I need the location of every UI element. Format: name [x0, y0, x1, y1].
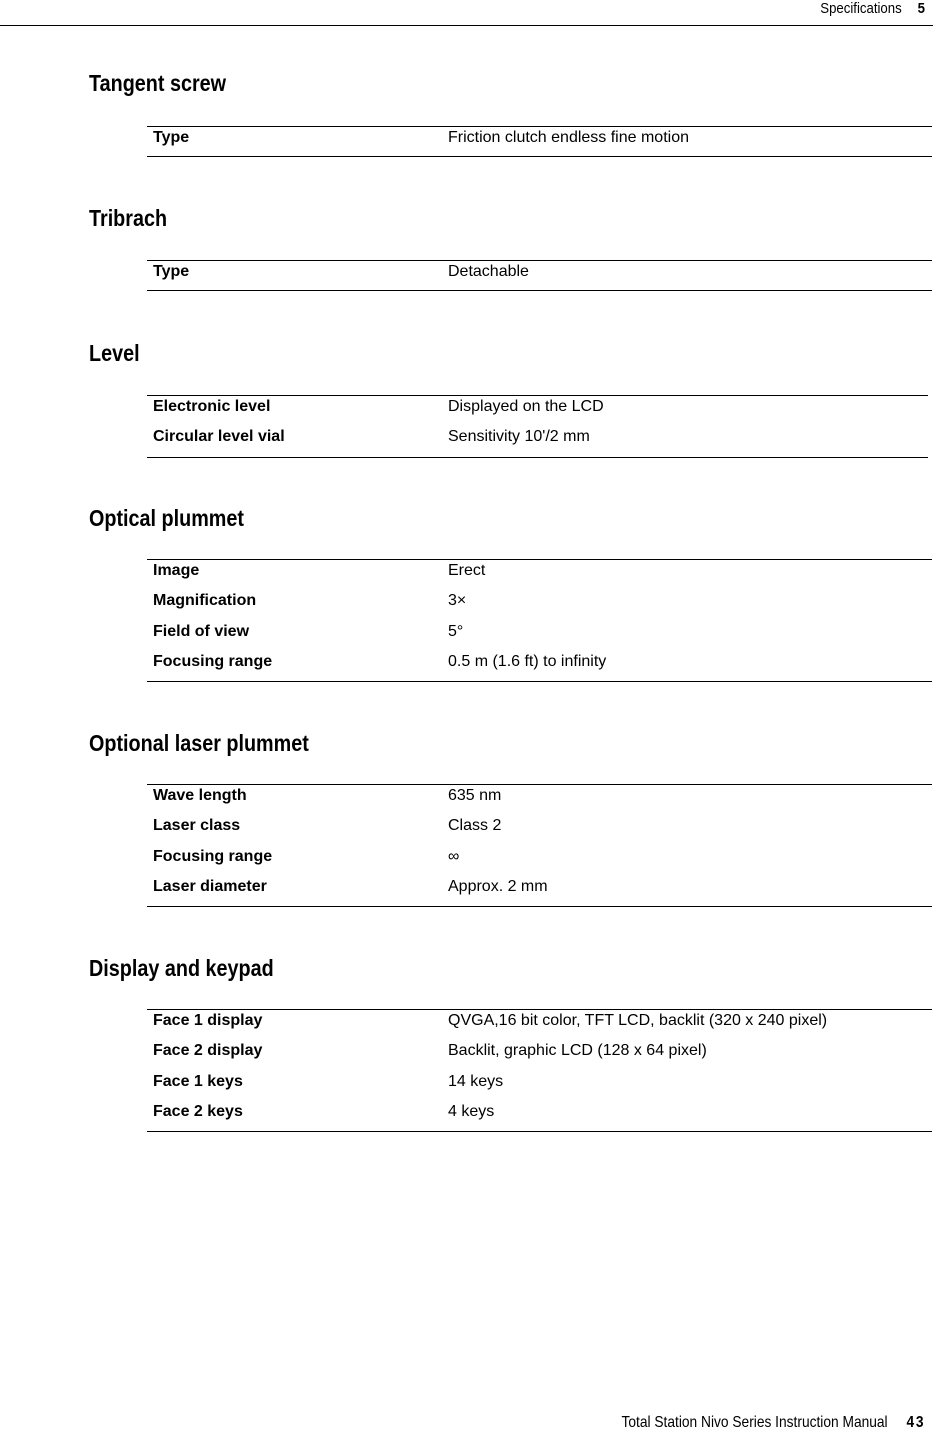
- spec-table-optional-laser-plummet: [147, 784, 932, 907]
- spec-value: 4 keys: [448, 1102, 495, 1120]
- spec-label: Face 2 keys: [153, 1102, 243, 1120]
- section-title-optional-laser-plummet: Optional laser plummet: [89, 730, 309, 756]
- spec-table-level: [147, 395, 928, 458]
- chapter-number: 5: [917, 0, 925, 17]
- spec-label: Type: [153, 129, 190, 146]
- spec-label: Type: [153, 263, 190, 280]
- spec-label: Image: [153, 562, 200, 579]
- spec-value: Displayed on the LCD: [448, 398, 604, 415]
- spec-value: 635 nm: [448, 787, 502, 804]
- table-row: [147, 815, 932, 845]
- spec-label: Laser diameter: [153, 877, 267, 895]
- header-rule: [0, 25, 933, 26]
- spec-value: Erect: [448, 562, 486, 579]
- spec-value: Backlit, graphic LCD (128 x 64 pixel): [448, 1042, 707, 1060]
- spec-value: QVGA,16 bit color, TFT LCD, backlit (320 x 240 pixel): [448, 1012, 828, 1029]
- table-row: [147, 876, 932, 906]
- section-title-level: Level: [89, 340, 140, 366]
- spec-value: 3×: [448, 592, 467, 610]
- table-row: [147, 426, 928, 456]
- spec-value: Friction clutch endless fine motion: [448, 129, 689, 146]
- spec-label: Wave length: [153, 787, 247, 804]
- spec-label: Focusing range: [153, 652, 273, 670]
- page-number: 43: [906, 1414, 925, 1431]
- spec-value: ∞: [448, 847, 460, 865]
- section-title-display-and-keypad: Display and keypad: [89, 955, 274, 981]
- spec-value: Class 2: [448, 817, 502, 835]
- chapter-title: Specifications: [820, 0, 902, 17]
- table-row: [147, 1040, 932, 1070]
- table-row: [147, 1071, 932, 1101]
- running-footer: [621, 1413, 925, 1433]
- spec-table-tribrach: [147, 260, 932, 291]
- table-row: [147, 590, 932, 620]
- manual-title: Total Station Nivo Series Instruction Manual: [621, 1414, 888, 1431]
- spec-label: Magnification: [153, 592, 257, 610]
- table-row: [147, 1010, 932, 1040]
- spec-value: 14 keys: [448, 1072, 504, 1090]
- spec-value: 0.5 m (1.6 ft) to infinity: [448, 652, 607, 670]
- running-header: [820, 0, 925, 18]
- table-row: [147, 396, 928, 426]
- table-row: [147, 261, 932, 290]
- spec-label: Field of view: [153, 622, 250, 640]
- spec-label: Focusing range: [153, 847, 273, 865]
- spec-label: Face 1 keys: [153, 1072, 243, 1090]
- spec-value: Sensitivity 10'/2 mm: [448, 428, 590, 446]
- spec-label: Face 1 display: [153, 1012, 263, 1029]
- spec-label: Laser class: [153, 817, 241, 835]
- section-title-optical-plummet: Optical plummet: [89, 505, 244, 531]
- spec-table-optical-plummet: [147, 559, 932, 682]
- spec-value: Detachable: [448, 263, 529, 280]
- table-row: [147, 651, 932, 681]
- spec-table-tangent-screw: [147, 126, 932, 157]
- table-row: [147, 785, 932, 815]
- spec-table-display-and-keypad: [147, 1009, 932, 1132]
- spec-value: 5°: [448, 622, 464, 640]
- spec-label: Face 2 display: [153, 1042, 263, 1060]
- section-title-tribrach: Tribrach: [89, 205, 168, 231]
- spec-label: Electronic level: [153, 398, 271, 415]
- spec-value: Approx. 2 mm: [448, 877, 548, 895]
- table-row: [147, 1101, 932, 1131]
- spec-label: Circular level vial: [153, 428, 285, 446]
- table-row: [147, 560, 932, 590]
- table-row: [147, 621, 932, 651]
- table-row: [147, 846, 932, 876]
- table-row: [147, 127, 932, 156]
- section-title-tangent-screw: Tangent screw: [89, 70, 227, 96]
